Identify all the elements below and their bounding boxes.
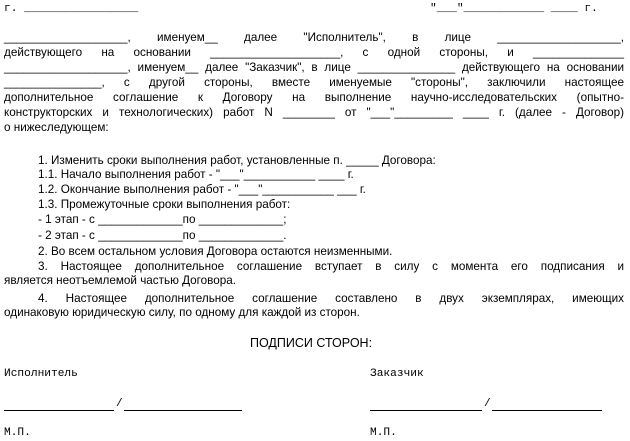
executor-name-line <box>124 398 242 411</box>
customer-slash: / <box>484 398 491 410</box>
executor-slash: / <box>116 398 123 410</box>
preamble-line-5: дополнительное соглашение к Договору на выполнение научно-исследовательских (опытно- <box>4 91 624 104</box>
customer-stamp: М.П. <box>370 427 397 439</box>
executor-stamp: М.П. <box>4 427 31 439</box>
city-line: г. _________________ <box>4 3 139 15</box>
clause-1-2: 1.2. Окончание выполнения работ - "___"___________ ___ г. <box>38 183 366 196</box>
clause-3-line-1: 3. Настоящее дополнительное соглашение вступает в силу с момента его подписания и <box>38 260 624 273</box>
executor-label: Исполнитель <box>4 368 78 380</box>
clause-3-line-2: является неотъемлемой частью Договора. <box>4 274 236 287</box>
customer-label: Заказчик <box>370 368 424 380</box>
stage-1-line: - 1 этап - с _____________по _____________; <box>38 213 287 226</box>
preamble-line-7: о нижеследующем: <box>4 121 109 134</box>
preamble-line-1: ___________________, именуем__ далее "Исполнитель", в лице ___________________, <box>4 31 624 44</box>
clause-1-1: 1.1. Начало выполнения работ - "___"___________ ____ г. <box>38 168 354 181</box>
customer-signature-line <box>370 398 482 411</box>
preamble-line-2: действующего на основании ____________________, с одной стороны, и ______________ <box>4 46 624 59</box>
clause-1-3: 1.3. Промежуточные сроки выполнения работ: <box>38 198 291 211</box>
executor-signature-line <box>4 398 114 411</box>
stage-2-line: - 2 этап - с _____________по _____________. <box>38 229 287 242</box>
preamble-line-3: ___________________, именуем__ далее "Заказчик", в лице _______________ действующего на основании <box>4 61 624 74</box>
preamble-line-6: конструкторских и технологических) работ N ________ от "___"_________ ____ г. (далее - Договор) <box>4 106 624 119</box>
clause-4-line-1: 4. Настоящее дополнительное соглашение составлено в двух экземплярах, имеющих <box>38 292 624 305</box>
clause-2: 2. Во всем остальном условия Договора остаются неизменными. <box>38 245 393 258</box>
preamble-line-4: _______________, с другой стороны, вместе именуемые "стороны", заключили настоящее <box>4 76 624 89</box>
clause-4-line-2: одинаковую юридическую силу, по одному для каждой из сторон. <box>4 306 360 319</box>
date-line: "___"____________ ____ г. <box>430 3 598 15</box>
signatures-title: ПОДПИСИ СТОРОН: <box>250 336 373 350</box>
clause-1: 1. Изменить сроки выполнения работ, установленные п. _____ Договора: <box>38 154 436 167</box>
customer-name-line <box>492 398 602 411</box>
